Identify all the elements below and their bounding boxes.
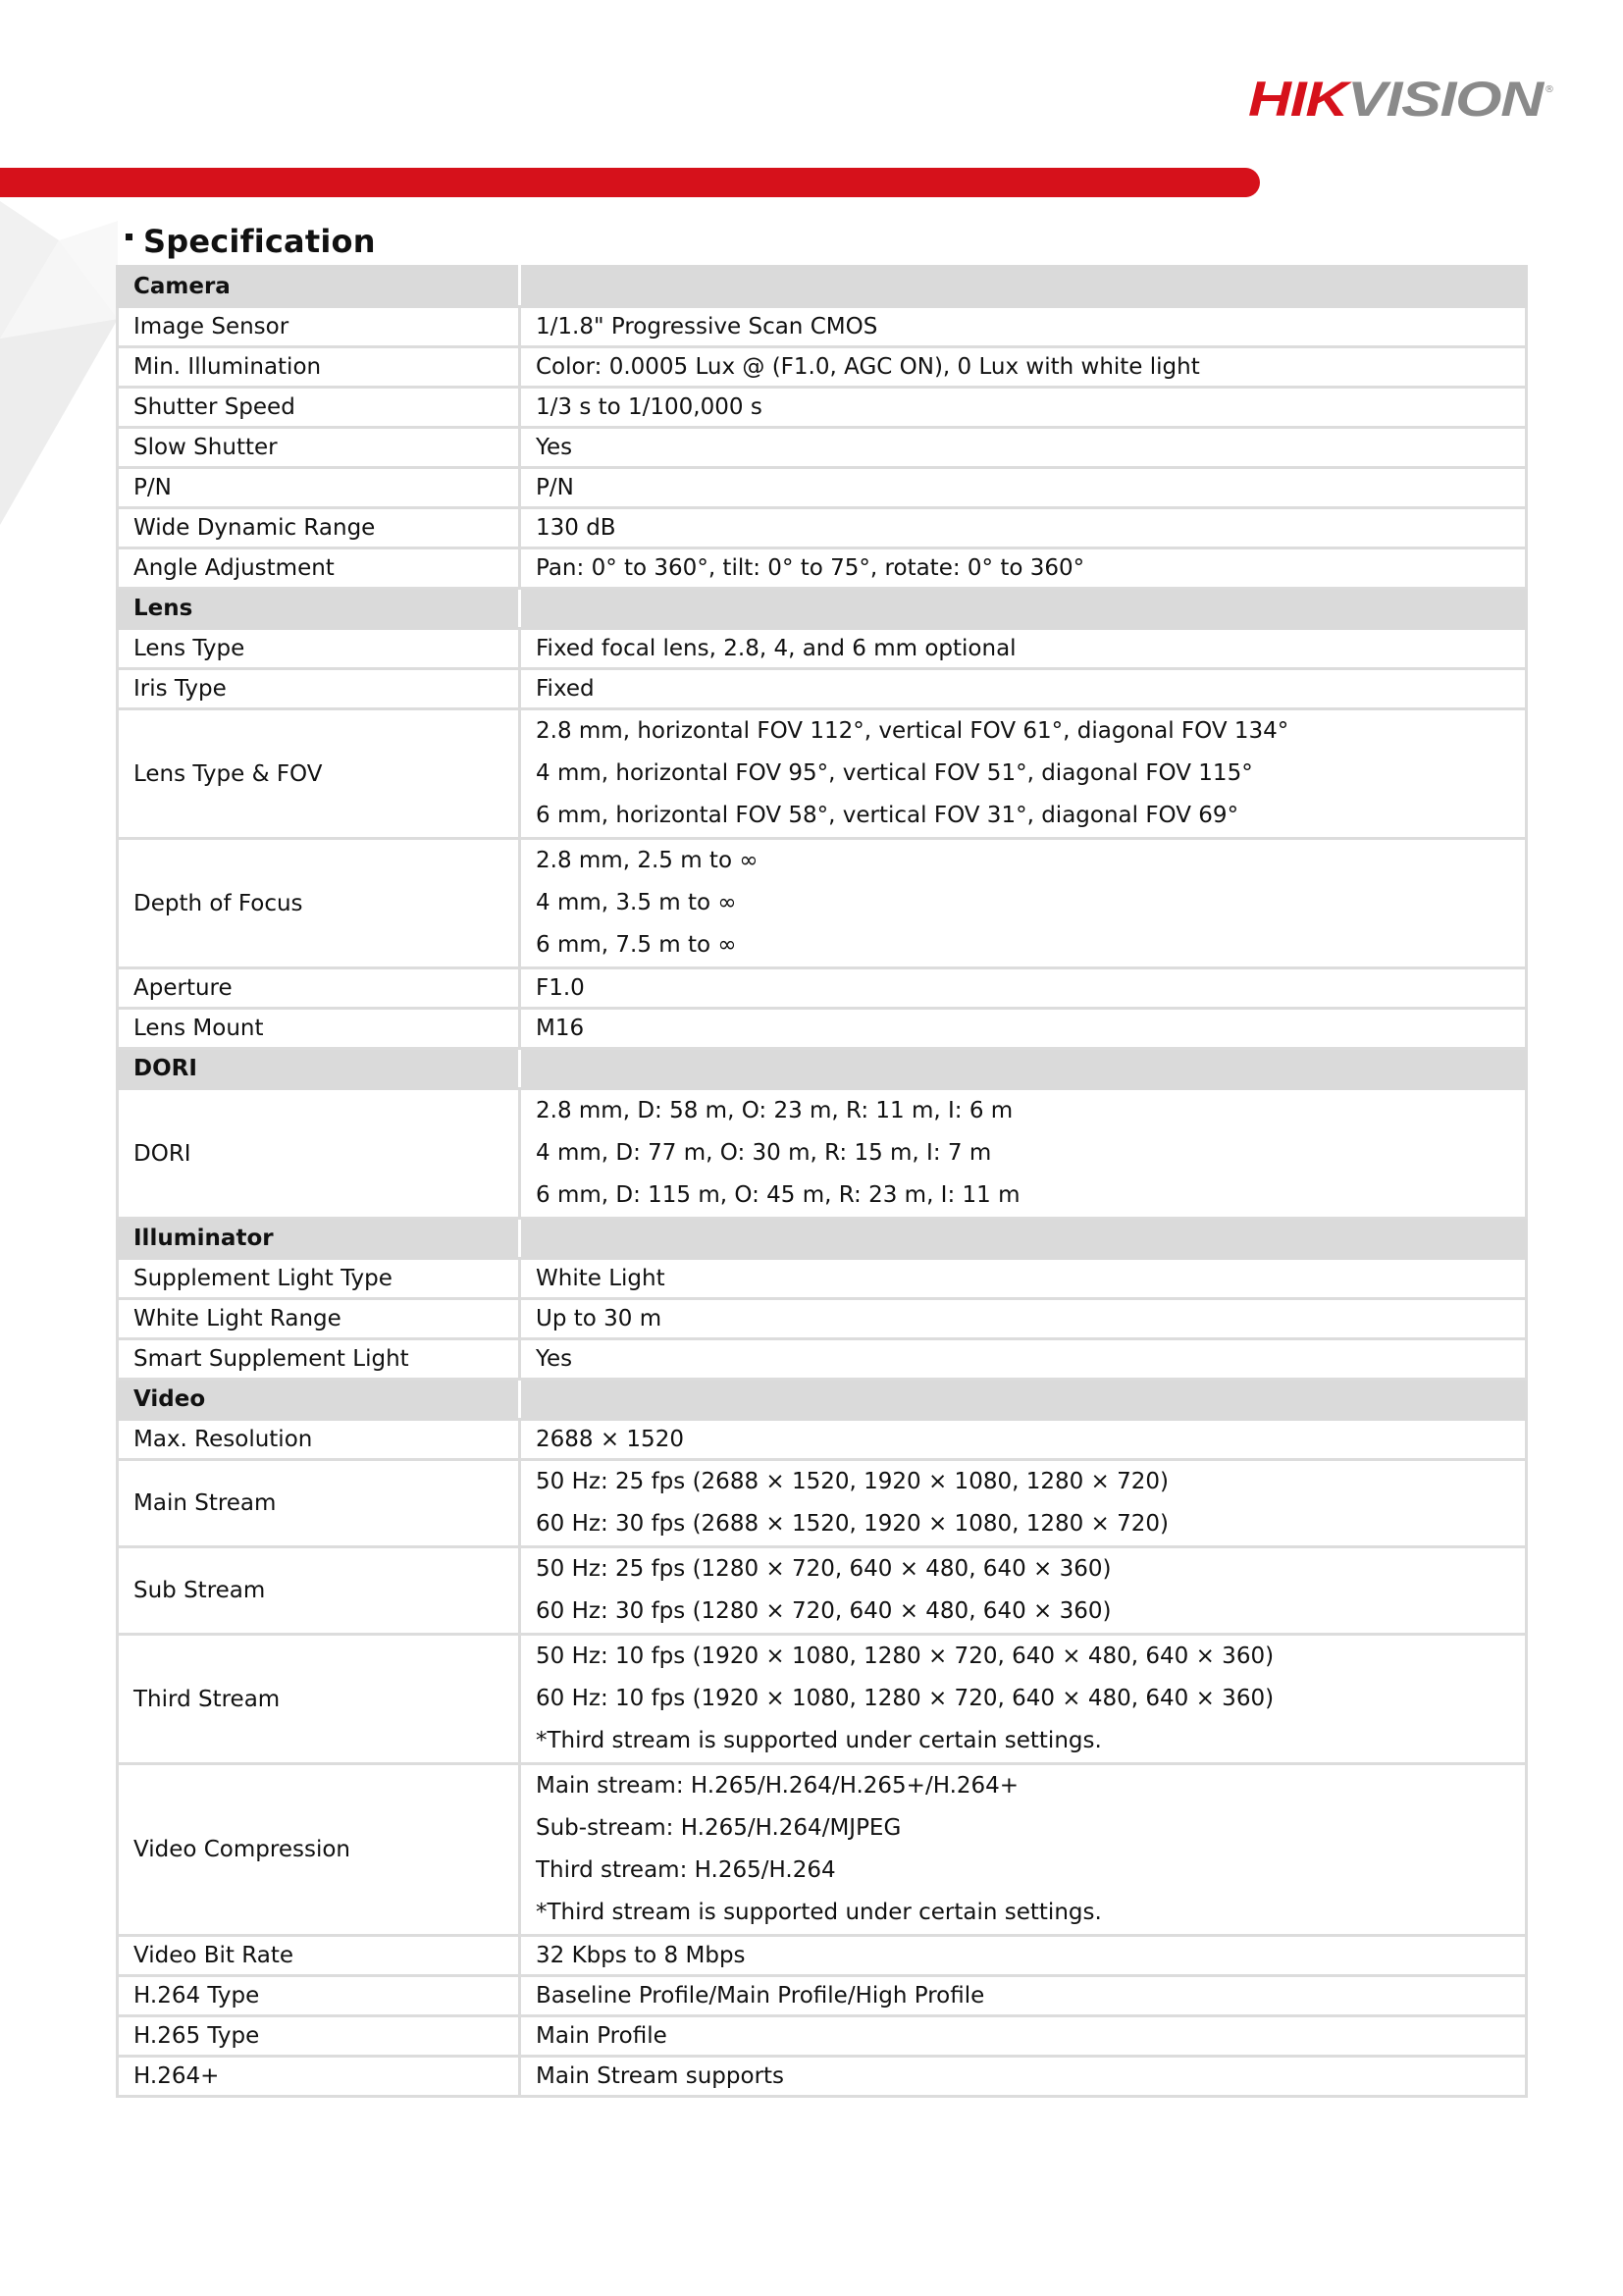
spec-label: Iris Type xyxy=(118,669,520,709)
table-row xyxy=(118,508,1527,548)
table-row xyxy=(118,548,1527,589)
section-title: DORI xyxy=(118,1049,520,1089)
spec-value-line: 50 Hz: 25 fps (2688 × 1520, 1920 × 1080, 1280 × 720) xyxy=(536,1469,1170,1494)
table-row xyxy=(118,1339,1527,1380)
table-row xyxy=(118,1299,1527,1339)
spec-value xyxy=(520,1259,1527,1299)
spec-value-line: Main stream: H.265/H.264/H.265+/H.264+ xyxy=(536,1773,1020,1799)
table-row xyxy=(118,709,1527,839)
spec-label: P/N xyxy=(118,468,520,508)
spec-label: Slow Shutter xyxy=(118,428,520,468)
spec-label: Angle Adjustment xyxy=(118,548,520,589)
table-row xyxy=(118,629,1527,669)
spec-value xyxy=(520,1635,1527,1764)
spec-value xyxy=(520,709,1527,839)
table-row xyxy=(118,1547,1527,1635)
spec-value xyxy=(520,839,1527,968)
spec-label: Image Sensor xyxy=(118,307,520,347)
section-header-row xyxy=(118,1380,1527,1420)
table-row xyxy=(118,1009,1527,1049)
spec-label: H.264 Type xyxy=(118,1976,520,2016)
spec-label: Shutter Speed xyxy=(118,388,520,428)
spec-label: Video Compression xyxy=(118,1764,520,1936)
section-header-fill xyxy=(520,1380,1527,1420)
spec-value-line: Sub-stream: H.265/H.264/MJPEG xyxy=(536,1815,902,1841)
spec-value-line: F1.0 xyxy=(536,975,585,1001)
section-title: Lens xyxy=(118,589,520,629)
spec-value xyxy=(520,1460,1527,1547)
spec-label: H.264+ xyxy=(118,2057,520,2097)
spec-label: Video Bit Rate xyxy=(118,1936,520,1976)
section-header-fill xyxy=(520,1049,1527,1089)
spec-value-line: 4 mm, D: 77 m, O: 30 m, R: 15 m, I: 7 m xyxy=(536,1140,992,1166)
section-header-row xyxy=(118,1219,1527,1259)
spec-value-line: Main Stream supports xyxy=(536,2063,785,2089)
spec-value xyxy=(520,508,1527,548)
spec-value-line: Main Profile xyxy=(536,2023,667,2049)
spec-value-line: 1/3 s to 1/100,000 s xyxy=(536,394,762,420)
table-row xyxy=(118,2016,1527,2057)
spec-label: Third Stream xyxy=(118,1635,520,1764)
spec-value-line: 1/1.8" Progressive Scan CMOS xyxy=(536,314,878,339)
spec-value xyxy=(520,1009,1527,1049)
section-header-fill xyxy=(520,267,1527,307)
spec-value-line: 2688 × 1520 xyxy=(536,1427,684,1452)
spec-value-line: 130 dB xyxy=(536,515,616,541)
table-row xyxy=(118,1976,1527,2016)
spec-value-line: 60 Hz: 10 fps (1920 × 1080, 1280 × 720, 640 × 480, 640 × 360) xyxy=(536,1686,1275,1711)
logo-text-hik: HIK xyxy=(1248,72,1331,127)
table-row xyxy=(118,839,1527,968)
logo-text xyxy=(1248,72,1544,127)
spec-label: Supplement Light Type xyxy=(118,1259,520,1299)
spec-value xyxy=(520,1936,1527,1976)
spec-label: Max. Resolution xyxy=(118,1420,520,1460)
hikvision-logo xyxy=(1246,71,1560,130)
spec-value-line: Up to 30 m xyxy=(536,1306,662,1331)
section-header-fill xyxy=(520,1219,1527,1259)
table-row xyxy=(118,347,1527,388)
spec-label: DORI xyxy=(118,1089,520,1219)
spec-label: Smart Supplement Light xyxy=(118,1339,520,1380)
table-row xyxy=(118,1764,1527,1936)
logo-text-vision: VISION xyxy=(1347,72,1508,127)
table-row xyxy=(118,1089,1527,1219)
spec-value xyxy=(520,388,1527,428)
spec-heading xyxy=(126,218,376,265)
spec-value xyxy=(520,629,1527,669)
spec-value-line: Fixed xyxy=(536,676,595,702)
spec-value-line: *Third stream is supported under certain settings. xyxy=(536,1728,1102,1753)
spec-value-line: Third stream: H.265/H.264 xyxy=(536,1857,836,1883)
spec-value-line: 2.8 mm, D: 58 m, O: 23 m, R: 11 m, I: 6 m xyxy=(536,1098,1014,1123)
spec-table-body xyxy=(118,267,1527,2097)
spec-value-line: 6 mm, 7.5 m to ∞ xyxy=(536,932,737,958)
table-row xyxy=(118,1259,1527,1299)
spec-value xyxy=(520,548,1527,589)
section-title: Illuminator xyxy=(118,1219,520,1259)
spec-value-line: M16 xyxy=(536,1016,585,1041)
spec-value-line: 32 Kbps to 8 Mbps xyxy=(536,1943,746,1968)
table-row xyxy=(118,669,1527,709)
section-header-row xyxy=(118,267,1527,307)
spec-value xyxy=(520,669,1527,709)
spec-value-line: 50 Hz: 25 fps (1280 × 720, 640 × 480, 640 × 360) xyxy=(536,1556,1112,1582)
spec-value-line: 60 Hz: 30 fps (1280 × 720, 640 × 480, 640 × 360) xyxy=(536,1598,1112,1624)
spec-label: Wide Dynamic Range xyxy=(118,508,520,548)
spec-value xyxy=(520,2016,1527,2057)
spec-value-line: Pan: 0° to 360°, tilt: 0° to 75°, rotate: 0° to 360° xyxy=(536,555,1085,581)
spec-value-line: Color: 0.0005 Lux @ (F1.0, AGC ON), 0 Lux with white light xyxy=(536,354,1200,380)
spec-value xyxy=(520,968,1527,1009)
spec-value xyxy=(520,1299,1527,1339)
section-header-fill xyxy=(520,589,1527,629)
table-row xyxy=(118,1635,1527,1764)
spec-label: Main Stream xyxy=(118,1460,520,1547)
spec-value-line: 4 mm, 3.5 m to ∞ xyxy=(536,890,737,915)
spec-value-line: 4 mm, horizontal FOV 95°, vertical FOV 51°, diagonal FOV 115° xyxy=(536,760,1253,786)
spec-value-line: P/N xyxy=(536,475,574,500)
section-header-row xyxy=(118,589,1527,629)
spec-value-line: Yes xyxy=(536,1346,573,1372)
section-title: Video xyxy=(118,1380,520,1420)
spec-label: Lens Mount xyxy=(118,1009,520,1049)
spec-value-line: 2.8 mm, 2.5 m to ∞ xyxy=(536,848,759,873)
spec-label: Lens Type & FOV xyxy=(118,709,520,839)
table-row xyxy=(118,1420,1527,1460)
spec-value-line: 60 Hz: 30 fps (2688 × 1520, 1920 × 1080, 1280 × 720) xyxy=(536,1511,1170,1537)
spec-table xyxy=(116,265,1528,2098)
table-row xyxy=(118,968,1527,1009)
spec-value xyxy=(520,1764,1527,1936)
table-row xyxy=(118,307,1527,347)
spec-label: Aperture xyxy=(118,968,520,1009)
spec-label: Sub Stream xyxy=(118,1547,520,1635)
heading-bullet xyxy=(126,234,132,240)
spec-label: H.265 Type xyxy=(118,2016,520,2057)
table-row xyxy=(118,1460,1527,1547)
spec-value xyxy=(520,1420,1527,1460)
spec-value-line: 50 Hz: 10 fps (1920 × 1080, 1280 × 720, 640 × 480, 640 × 360) xyxy=(536,1644,1275,1669)
spec-value-line: 6 mm, D: 115 m, O: 45 m, R: 23 m, I: 11 m xyxy=(536,1182,1021,1208)
spec-value-line: White Light xyxy=(536,1266,665,1291)
spec-value xyxy=(520,1339,1527,1380)
spec-value-line: Yes xyxy=(536,435,573,460)
table-row xyxy=(118,1936,1527,1976)
spec-value xyxy=(520,347,1527,388)
spec-value xyxy=(520,1089,1527,1219)
header-red-bar xyxy=(0,168,1260,197)
spec-value xyxy=(520,307,1527,347)
table-row xyxy=(118,388,1527,428)
table-row xyxy=(118,468,1527,508)
spec-value-line: *Third stream is supported under certain settings. xyxy=(536,1900,1102,1925)
spec-label: Min. Illumination xyxy=(118,347,520,388)
spec-value-line: 6 mm, horizontal FOV 58°, vertical FOV 31°, diagonal FOV 69° xyxy=(536,803,1239,828)
table-row xyxy=(118,2057,1527,2097)
spec-label: Lens Type xyxy=(118,629,520,669)
spec-table-container xyxy=(116,265,1525,2098)
spec-value xyxy=(520,2057,1527,2097)
section-header-row xyxy=(118,1049,1527,1089)
spec-value-line: Fixed focal lens, 2.8, 4, and 6 mm optional xyxy=(536,636,1017,661)
spec-label: Depth of Focus xyxy=(118,839,520,968)
registered-mark: ® xyxy=(1544,84,1554,95)
spec-value-line: 2.8 mm, horizontal FOV 112°, vertical FOV 61°, diagonal FOV 134° xyxy=(536,718,1289,744)
spec-value xyxy=(520,468,1527,508)
spec-value xyxy=(520,1547,1527,1635)
section-title: Camera xyxy=(118,267,520,307)
spec-value xyxy=(520,1976,1527,2016)
spec-label: White Light Range xyxy=(118,1299,520,1339)
page-title: Specification xyxy=(143,223,376,260)
spec-value xyxy=(520,428,1527,468)
spec-value-line: Baseline Profile/Main Profile/High Profile xyxy=(536,1983,985,2009)
table-row xyxy=(118,428,1527,468)
